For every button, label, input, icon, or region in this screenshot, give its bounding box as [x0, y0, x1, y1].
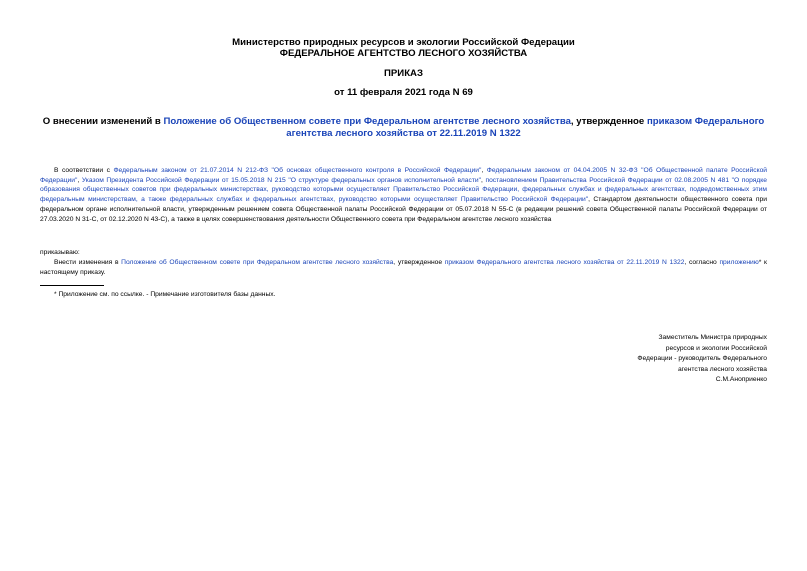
directive-text: , утвержденное: [393, 259, 445, 266]
signature-line: агентства лесного хозяйства: [677, 365, 767, 373]
signature-block: [637, 333, 767, 386]
directive-paragraph: [40, 258, 767, 277]
preamble-text: ,: [481, 167, 487, 174]
link-federal-law-212[interactable]: Федеральным законом от 21.07.2014 N 212-ФЗ "Об основах общественного контроля в Российской Федерации": [113, 167, 482, 174]
link-appendix[interactable]: приложению: [719, 259, 759, 266]
link-regulation[interactable]: Положение об Общественном совете при Федеральном агентстве лесного хозяйства: [121, 259, 394, 266]
link-government-resolution-481[interactable]: постановлением Правительства Российской Федерации от 02.08.2005 N 481 "О порядке образования общественных советов при федеральных министерствах, руководство которыми осуществляет Правительство Российской Федерации, федеральных службах и федеральных агентствах, подведомственных этим федеральным министерствам, а также федеральных службах и федеральных агентствах, руководство которыми осуществляет Правительство Российской Федерации": [40, 176, 768, 204]
title-link-order[interactable]: приказом Федерального агентства лесного хозяйства от 22.11.2019 N 1322: [286, 116, 765, 139]
signature-line: Федерации - руководитель Федерального: [637, 355, 767, 363]
preamble-text: ,: [481, 176, 486, 184]
footnote-divider: [40, 285, 104, 286]
preamble-text: В соответствии с: [54, 167, 114, 174]
link-order-1322[interactable]: приказом Федерального агентства лесного хозяйства от 22.11.2019 N 1322: [444, 259, 685, 266]
doc-type-heading: ПРИКАЗ: [384, 68, 423, 79]
preamble-text: , Стандартом деятельности общественного совета при федеральном органе исполнительной власти, утвержденным решением совета Общественной палаты Российской Федерации от 05.07.2018 N 55-С (в редакции решений совета Общественной палаты Российской Федерации от 27.03.2020 N 31-С, от 02.12.2020 N 43-С), а также в целях совершенствования деятельности Общественного совета при Федеральном агентстве лесного хозяйства: [40, 196, 767, 223]
title-prefix: О внесении изменений в: [42, 116, 164, 127]
link-presidential-decree-215[interactable]: Указом Президента Российской Федерации от 15.05.2018 N 215 "О структуре федеральных органов исполнительной власти": [81, 176, 482, 184]
directive-text: Внести изменения в: [54, 259, 122, 266]
ministry-heading: Министерство природных ресурсов и экологии Российской Федерации: [232, 37, 575, 48]
title-middle: , утвержденное: [570, 116, 647, 127]
preamble-text: ,: [77, 176, 82, 184]
preamble-paragraph: [40, 166, 767, 224]
signature-line: ресурсов и экологии Российской: [665, 344, 767, 352]
signature-line: Заместитель Министра природных: [658, 334, 767, 341]
date-number-heading: от 11 февраля 2021 года N 69: [334, 87, 473, 98]
title-link-regulation[interactable]: Положение об Общественном совете при Федеральном агентстве лесного хозяйства: [163, 116, 571, 127]
directive-text: , согласно: [684, 259, 720, 266]
link-federal-law-32[interactable]: Федеральным законом от 04.04.2005 N 32-ФЗ "Об Общественной палате Российской Федерации": [40, 167, 768, 184]
directive-text: * к настоящему приказу.: [40, 259, 767, 276]
order-word: приказываю:: [40, 249, 80, 256]
signatory-name: С.М.Аноприенко: [715, 376, 767, 384]
agency-heading: ФЕДЕРАЛЬНОЕ АГЕНТСТВО ЛЕСНОГО ХОЗЯЙСТВА: [279, 48, 528, 59]
document-title: [40, 116, 767, 140]
footnote-text: * Приложение см. по ссылке. - Примечание изготовителя базы данных.: [54, 291, 276, 298]
